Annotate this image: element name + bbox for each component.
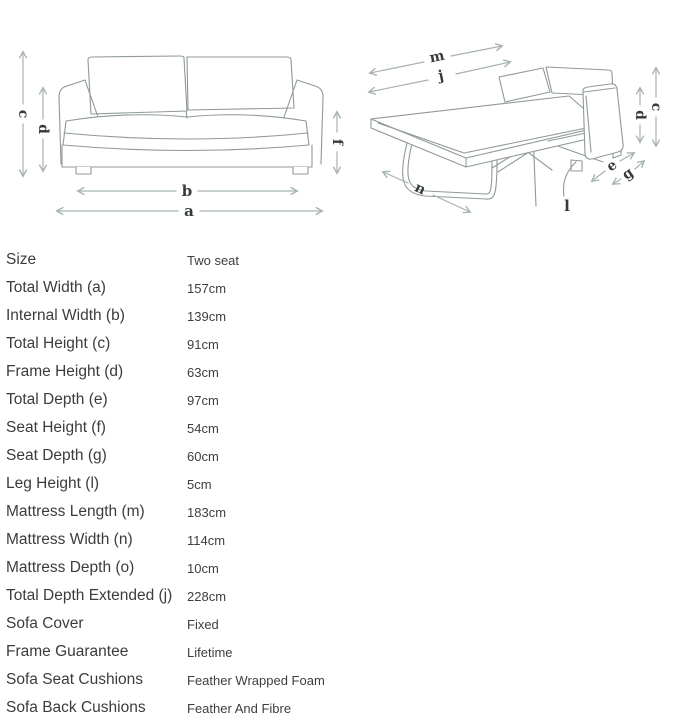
spec-row-mattress-width — [0, 526, 678, 554]
dimension-label-c-closed: c — [15, 109, 31, 119]
open-sofa-bed-illustration — [371, 67, 623, 206]
spec-value: 5cm — [187, 476, 212, 492]
sofa-back-cushion-right — [187, 57, 294, 110]
spec-value: 114cm — [187, 532, 226, 548]
spec-value: 91cm — [187, 336, 219, 352]
dimension-label-g: g — [619, 164, 637, 184]
spec-label: Leg Height (l) — [6, 475, 100, 492]
dimension-label-b: b — [181, 182, 193, 200]
spec-label: Mattress Width (n) — [6, 531, 133, 548]
spec-value: Feather And Fibre — [187, 700, 292, 716]
dimension-label-d-closed: d — [35, 124, 51, 134]
dimension-label-j: j — [436, 67, 446, 85]
spec-label: Frame Guarantee — [6, 643, 129, 660]
spec-value: 60cm — [187, 448, 219, 464]
spec-label: Internal Width (b) — [6, 307, 125, 324]
spec-row-total-depth-extended — [0, 582, 678, 610]
sofa-foot-left — [76, 167, 91, 174]
sofa-bed-arm — [583, 84, 623, 159]
dimension-label-m: m — [428, 47, 446, 67]
spec-label: Total Height (c) — [6, 335, 111, 352]
sofa-foot-right — [293, 167, 308, 174]
spec-row-total-width — [0, 274, 678, 302]
spec-value: Lifetime — [187, 644, 233, 660]
sofa-seat-cushion — [63, 115, 309, 151]
spec-label: Sofa Back Cushions — [6, 699, 146, 716]
spec-row-internal-width — [0, 302, 678, 330]
spec-value: 183cm — [187, 504, 227, 520]
spec-label: Mattress Length (m) — [6, 503, 145, 520]
spec-label: Sofa Cover — [6, 615, 84, 632]
spec-value: 139cm — [187, 308, 227, 324]
spec-value: 10cm — [187, 560, 219, 576]
spec-row-total-height — [0, 330, 678, 358]
spec-row-mattress-depth — [0, 554, 678, 582]
spec-row-seat-height — [0, 414, 678, 442]
spec-label: Total Depth (e) — [6, 391, 108, 408]
dimension-label-a: a — [184, 202, 194, 220]
spec-value: 228cm — [187, 588, 227, 604]
spec-row-seat-depth — [0, 442, 678, 470]
dimension-label-e: e — [603, 156, 621, 176]
spec-row-leg-height — [0, 470, 678, 498]
bed-back-cushion-left — [499, 68, 550, 102]
spec-label: Mattress Depth (o) — [6, 559, 135, 576]
spec-row-sofa-seat-cushions — [0, 666, 678, 694]
closed-sofa-illustration — [59, 56, 323, 174]
spec-row-mattress-length — [0, 498, 678, 526]
dimension-label-c-open: c — [648, 102, 664, 112]
dimension-label-l: l — [564, 197, 570, 215]
sofa-back-cushion-left — [88, 56, 187, 114]
spec-label: Total Depth Extended (j) — [6, 587, 173, 604]
spec-value: Feather Wrapped Foam — [187, 672, 325, 688]
dimension-diagram — [0, 0, 678, 246]
spec-value: 63cm — [187, 364, 219, 380]
spec-value: Two seat — [187, 252, 240, 268]
spec-row-frame-guarantee — [0, 638, 678, 666]
spec-row-sofa-back-cushions — [0, 694, 678, 720]
spec-label: Frame Height (d) — [6, 363, 124, 380]
spec-row-size — [0, 246, 678, 274]
spec-label: Seat Height (f) — [6, 419, 106, 436]
spec-value: 157cm — [187, 280, 227, 296]
spec-table — [0, 246, 678, 720]
spec-label: Size — [6, 251, 37, 268]
dimension-label-n: n — [412, 179, 428, 199]
spec-value: 54cm — [187, 420, 219, 436]
spec-row-sofa-cover — [0, 610, 678, 638]
spec-value: Fixed — [187, 616, 219, 632]
dimension-label-f: f — [329, 138, 345, 146]
spec-label: Total Width (a) — [6, 279, 106, 296]
spec-row-total-depth — [0, 386, 678, 414]
spec-label: Seat Depth (g) — [6, 447, 107, 464]
spec-row-frame-height — [0, 358, 678, 386]
spec-value: 97cm — [187, 392, 219, 408]
spec-label: Sofa Seat Cushions — [6, 671, 144, 688]
dimension-label-d-open: d — [632, 110, 648, 120]
